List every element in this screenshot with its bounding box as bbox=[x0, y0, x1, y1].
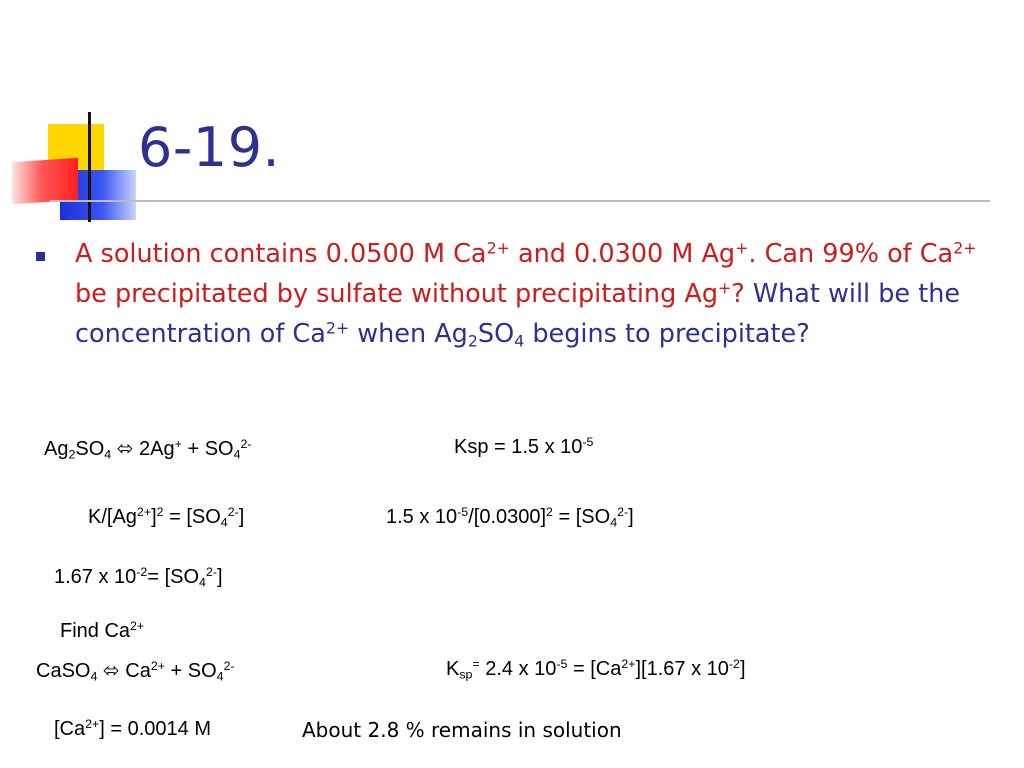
question-red-part: A solution contains 0.0500 M $Ca^{2+}$ and 0.0300 M Ag+. Can 99% of $Ca^{2+}$ be precipitated by sulfate without precipitating Ag+? bbox=[75, 238, 977, 309]
title-underline-rule bbox=[50, 200, 990, 202]
question-text bbox=[75, 234, 996, 354]
ksp-caso4-expression: $K_{sp}^=$ 2.4 x $10^{-5} = [Ca^{2+}][1.67$ x $10^{-2}$] bbox=[446, 657, 746, 682]
bullet-square-icon bbox=[36, 252, 45, 261]
red-square-shape bbox=[12, 158, 78, 205]
sulfate-calculation: 1.5 x $10^{-5}/[0.0300]^2 = [SO_4^{2-}]$ bbox=[386, 505, 634, 530]
find-calcium-label: Find $Ca^{2+}$ bbox=[60, 619, 145, 642]
question-bullet bbox=[36, 234, 996, 354]
remaining-note: About 2.8 % remains in solution bbox=[302, 718, 622, 742]
slide-title: 6-19. bbox=[138, 116, 281, 179]
ag2so4-equilibrium: $Ag_2SO_4$ ⬄ $2Ag^+ + SO_4^{2-}$ bbox=[44, 437, 252, 462]
question-blue-part: What will be the concentration of $Ca^{2+}$ when $Ag_2SO_4$ begins to precipitate? bbox=[75, 279, 961, 351]
ksp-ag2so4: Ksp = 1.5 x $10^{-5}$ bbox=[454, 435, 594, 458]
calcium-result: $[Ca^{2+}] = 0.0014$ M bbox=[54, 717, 212, 740]
sulfate-expression: $K/[Ag^{2+}]^2 = [SO_4^{2-}]$ bbox=[88, 505, 245, 530]
vertical-rule bbox=[88, 112, 91, 222]
slide-decoration bbox=[0, 0, 160, 240]
sulfate-result: 1.67 x $10^{-2}= [SO_4^{2-}]$ bbox=[54, 565, 223, 590]
caso4-equilibrium: CaSO$_4$ ⬄ $Ca^{2+} + SO_4^{2-}$ bbox=[36, 659, 235, 684]
